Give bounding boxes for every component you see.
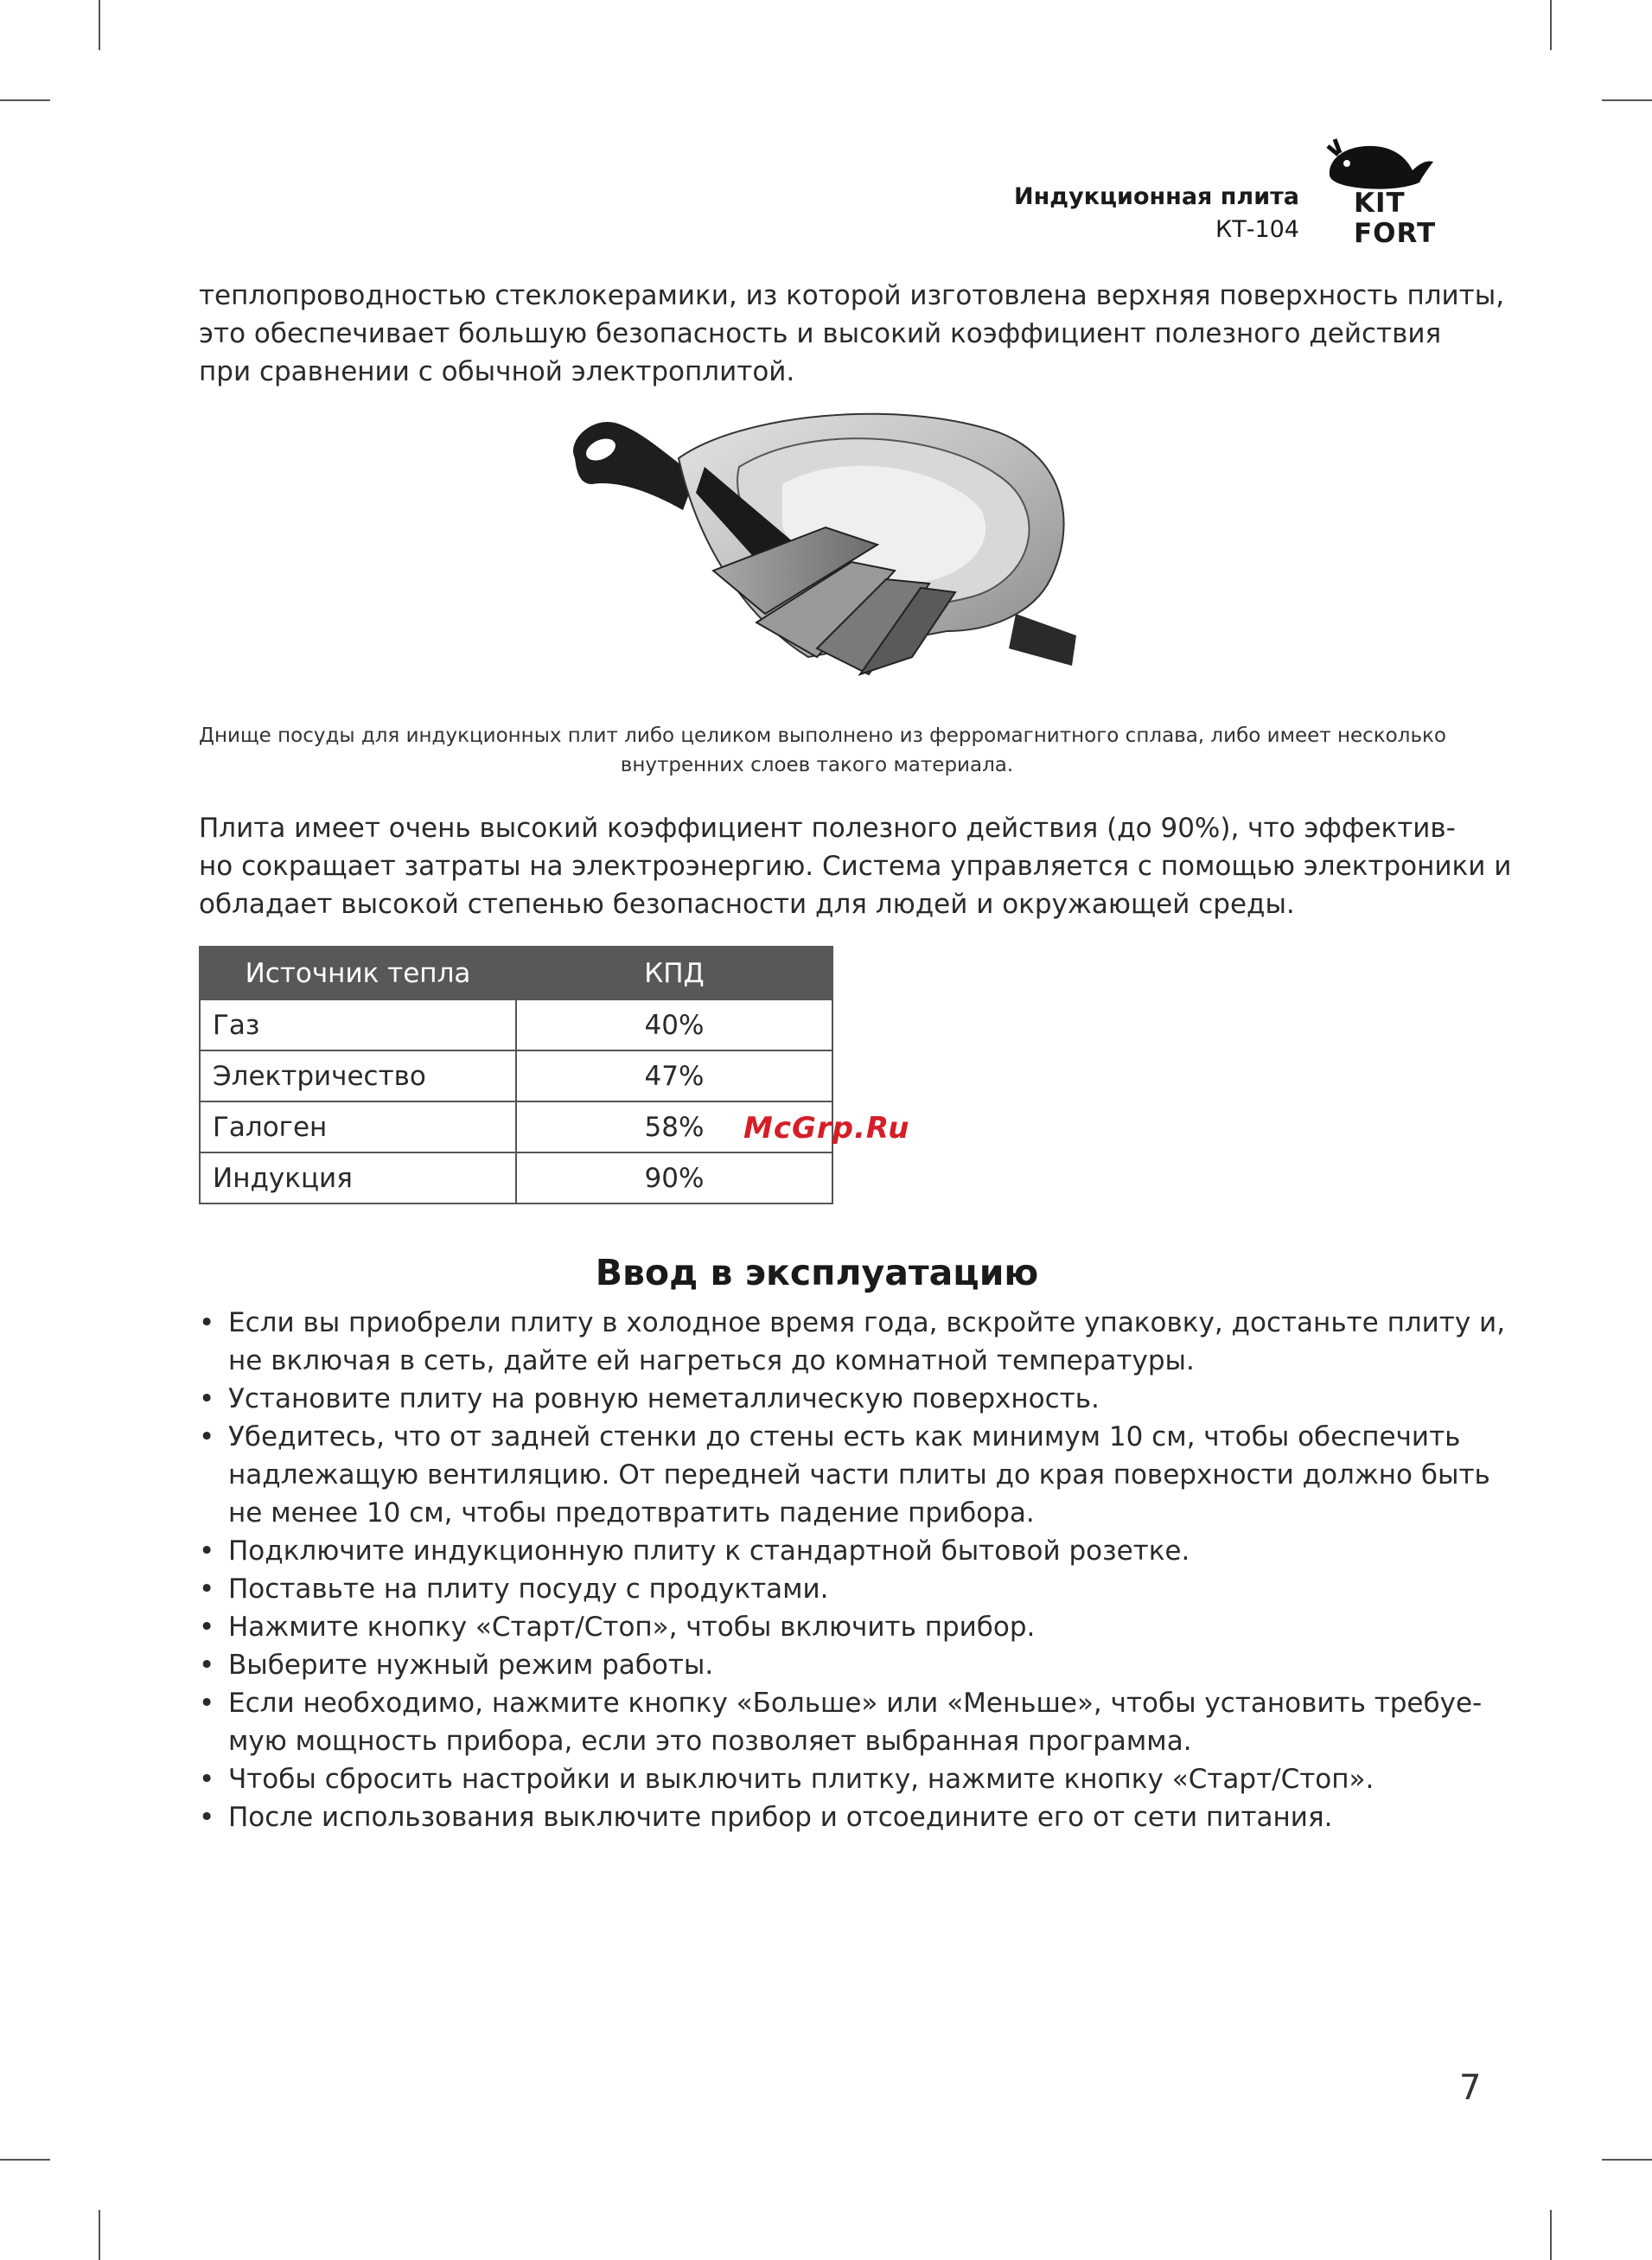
bullet-icon: • [199,1383,215,1414]
efficiency-table [199,946,833,1204]
text-line: Поставьте на плиту посуду с продуктами. [228,1574,829,1605]
table-cell-efficiency: 58% [516,1101,832,1152]
text-line: не менее 10 см, чтобы предотвратить падение прибора. [228,1497,1035,1529]
logo-line-kit: KIT [1354,188,1406,219]
table-cell-source: Газ [200,999,516,1050]
table-header-row [200,947,832,999]
text-line: при сравнении с обычной электроплитой. [199,356,795,387]
text-line: Установите плиту на ровную неметаллическую поверхность. [228,1383,1100,1414]
text-line: обладает высокой степенью безопасности для людей и окружающей среды. [199,889,1295,920]
table-row [200,1050,832,1101]
crop-mark [0,2159,50,2161]
table-cell-efficiency: 40% [516,999,832,1050]
crop-mark [0,99,50,101]
list-item [192,1646,1505,1684]
setup-steps-list [192,1304,1505,1836]
list-item [192,1380,1505,1418]
text-line: надлежащую вентиляцию. От передней части плиты до края поверхности должно быть [228,1459,1490,1491]
list-item [192,1684,1505,1760]
crop-mark [1602,99,1652,101]
table-cell-efficiency: 90% [516,1152,832,1203]
crop-mark [99,2210,100,2260]
table-row [200,1101,832,1152]
list-item [192,1532,1505,1570]
column-header-efficiency: КПД [516,947,832,999]
text-line: Если вы приобрели плиту в холодное время года, вскройте упаковку, достаньте плиту и, [228,1307,1506,1338]
header-model-number: КТ-104 [1215,216,1299,243]
crop-mark [99,0,100,50]
watermark-text: McGrp.Ru [743,1111,910,1146]
intro-paragraph [199,277,1505,391]
text-line: Плита имеет очень высокий коэффициент полезного действия (до 90%), что эффектив- [199,813,1456,844]
list-item [192,1570,1505,1608]
bullet-icon: • [199,1688,215,1719]
text-line: Подключите индукционную плиту к стандартной бытовой розетке. [228,1535,1190,1567]
table-row [200,999,832,1050]
figure-caption [199,721,1446,780]
induction-pan-illustration-icon [566,398,1085,713]
crop-mark [1550,2210,1552,2260]
list-item [192,1798,1505,1836]
caption-line: Днище посуды для индукционных плит либо целиком выполнено из ферромагнитного сплава, либо имеет несколько [199,725,1446,747]
section-title: Ввод в эксплуатацию [595,1252,1039,1293]
list-item [192,1418,1505,1532]
kitfort-logo-text [1354,188,1436,249]
crop-mark [1602,2159,1652,2161]
bullet-icon: • [199,1421,215,1452]
bullet-icon: • [199,1764,215,1795]
bullet-icon: • [199,1802,215,1833]
column-header-source: Источник тепла [200,947,516,999]
header-product-title: Индукционная плита [1014,183,1299,210]
bullet-icon: • [199,1650,215,1681]
table-cell-efficiency: 47% [516,1050,832,1101]
text-line: Убедитесь, что от задней стенки до стены есть как минимум 10 см, чтобы обеспечить [228,1421,1461,1452]
text-line: не включая в сеть, дайте ей нагреться до комнатной температуры. [228,1345,1195,1376]
caption-line: внутренних слоев такого материала. [620,754,1014,776]
bullet-icon: • [199,1612,215,1643]
page-number: 7 [1459,2068,1482,2108]
list-item [192,1760,1505,1798]
text-line: Если необходимо, нажмите кнопку «Больше» или «Меньше», чтобы установить требуе- [228,1688,1483,1719]
list-item [192,1304,1505,1380]
crop-mark [1550,0,1552,50]
table-row [200,1152,832,1203]
logo-line-fort: FORT [1354,218,1437,249]
bullet-icon: • [199,1574,215,1605]
bullet-icon: • [199,1535,215,1567]
list-item [192,1608,1505,1646]
text-line: это обеспечивает большую безопасность и высокий коэффициент полезного действия [199,318,1442,349]
bullet-icon: • [199,1307,215,1338]
table-cell-source: Индукция [200,1152,516,1203]
table-cell-source: Электричество [200,1050,516,1101]
text-line: Выберите нужный режим работы. [228,1650,714,1681]
text-line: теплопроводностью стеклокерамики, из которой изготовлена верхняя поверхность плиты, [199,280,1505,311]
text-line: Чтобы сбросить настройки и выключить плитку, нажмите кнопку «Старт/Стоп». [228,1764,1375,1795]
text-line: После использования выключите прибор и отсоедините его от сети питания. [228,1802,1333,1833]
efficiency-paragraph [199,809,1512,923]
text-line: но сокращает затраты на электроэнергию. Система управляется с помощью электроники и [199,851,1512,882]
table-cell-source: Галоген [200,1101,516,1152]
text-line: Нажмите кнопку «Старт/Стоп», чтобы включить прибор. [228,1612,1036,1643]
text-line: мую мощность прибора, если это позволяет выбранная программа. [228,1726,1192,1757]
